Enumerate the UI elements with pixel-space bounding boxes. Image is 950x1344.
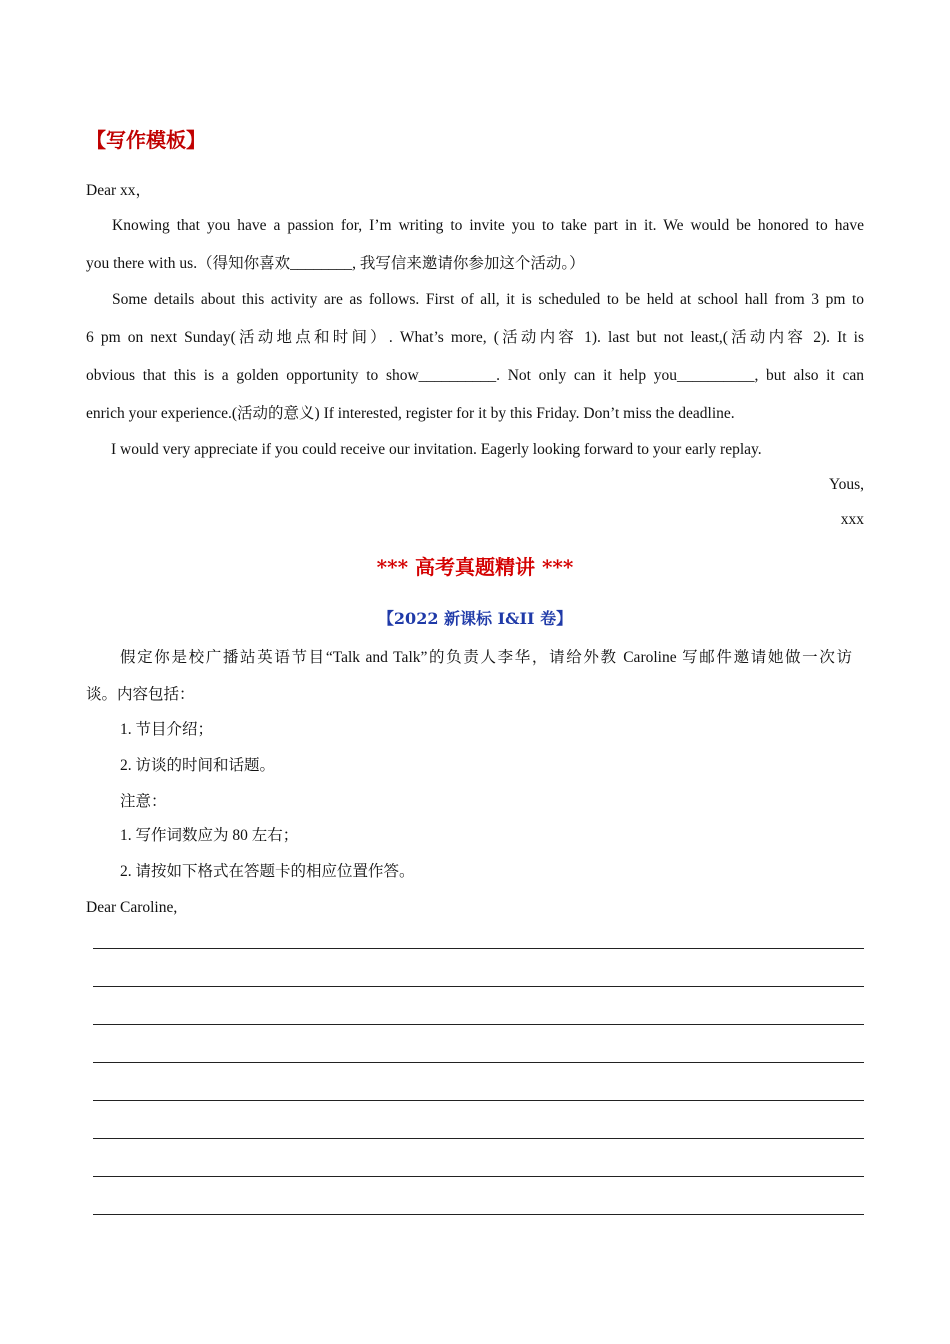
letter-salutation: Dear Caroline, bbox=[86, 899, 178, 916]
task-note-2: 2. 请按如下格式在答题卡的相应位置作答。 bbox=[120, 863, 415, 880]
template-paragraph-3: I would very appreciate if you could receive our invitation. Eagerly looking forward to your early replay. bbox=[111, 441, 762, 458]
answer-line[interactable] bbox=[93, 1100, 864, 1101]
exam-paper-label: 【2022 新课标 I&II 卷】 bbox=[377, 609, 573, 628]
answer-line[interactable] bbox=[93, 1176, 864, 1177]
template-paragraph-1-line-1: Knowing that you have a passion for, I’m writing to invite you to take part in it. We would be honored to have bbox=[112, 217, 864, 234]
task-prompt-line-1: 假定你是校广播站英语节目“Talk and Talk”的负责人李华，请给外教 Caroline 写邮件邀请她做一次访 bbox=[120, 649, 852, 666]
template-paragraph-2-line-2: 6 pm on next Sunday(活动地点和时间）. What’s more, (活动内容 1). last but not least,(活动内容 2). It is bbox=[86, 329, 864, 346]
answer-line[interactable] bbox=[93, 1062, 864, 1063]
lecture-heading: *** 高考真题精讲 *** bbox=[376, 555, 574, 579]
task-notes-label: 注意： bbox=[120, 793, 167, 810]
answer-line[interactable] bbox=[93, 948, 864, 949]
answer-line[interactable] bbox=[93, 1024, 864, 1025]
task-item-2: 2. 访谈的时间和话题。 bbox=[120, 757, 276, 774]
writing-template-heading: 【写作模板】 bbox=[86, 128, 206, 152]
template-paragraph-2-line-4: enrich your experience.(活动的意义) If interested, register for it by this Friday. Don’t miss the deadline. bbox=[86, 405, 735, 422]
template-paragraph-2-line-3: obvious that this is a golden opportunity to show__________. Not only can it help you__________, but also it can bbox=[86, 367, 864, 384]
task-note-1: 1. 写作词数应为 80 左右； bbox=[120, 827, 299, 844]
template-closing: Yous, bbox=[828, 476, 864, 493]
task-item-1: 1. 节目介绍； bbox=[120, 721, 214, 738]
task-prompt-line-2: 谈。内容包括： bbox=[86, 686, 195, 703]
template-paragraph-2-line-1: Some details about this activity are as follows. First of all, it is scheduled to be held at school hall from 3 pm to bbox=[112, 291, 864, 308]
template-signature: xxx bbox=[840, 511, 864, 528]
answer-line[interactable] bbox=[93, 1214, 864, 1215]
answer-line[interactable] bbox=[93, 1138, 864, 1139]
template-salutation: Dear xx， bbox=[86, 182, 151, 199]
template-paragraph-1-line-2: you there with us.（得知你喜欢________, 我写信来邀请你参加这个活动。） bbox=[86, 255, 585, 272]
answer-line[interactable] bbox=[93, 986, 864, 987]
